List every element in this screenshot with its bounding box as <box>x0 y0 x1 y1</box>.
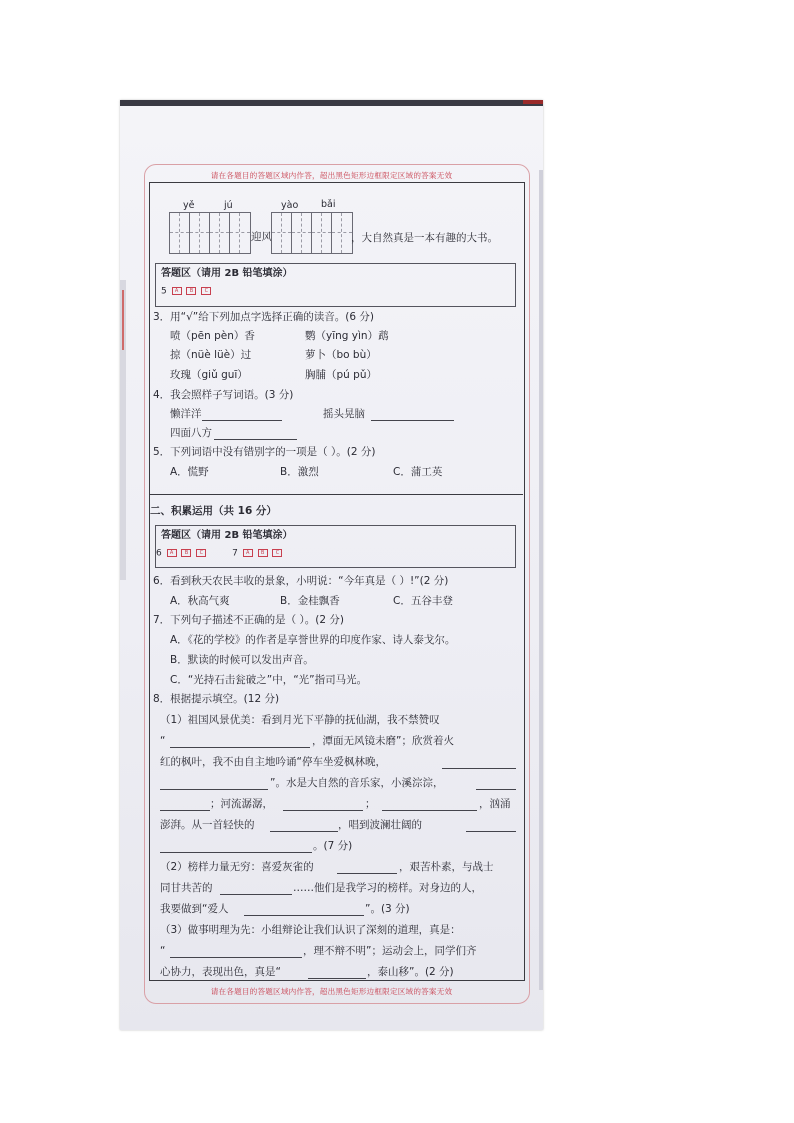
q3-row3-right: 胸脯（pú pǔ） <box>305 369 377 381</box>
q3-row1-left: 喷（pēn pèn）香 <box>170 330 255 342</box>
q8-blank-4[interactable] <box>476 781 516 790</box>
q8-p1-line1: （1）祖国风景优美：看到月光下平静的抚仙湖，我不禁赞叹 <box>160 714 440 726</box>
q8-blank-10[interactable] <box>160 844 312 853</box>
left-red-edge-mark <box>122 290 124 350</box>
photo-top-edge <box>120 100 543 106</box>
q5-option-b: B．激烈 <box>280 466 319 478</box>
q8-p2-line1-a: （2）榜样力量无穷：喜爱灰雀的 <box>160 861 314 873</box>
q6-option-b: B．金桂飘香 <box>280 595 340 607</box>
writing-grid-1[interactable] <box>169 212 251 254</box>
bubble-7-a[interactable]: A <box>243 549 253 557</box>
answer-area-2-title: 答题区（请用 2B 铅笔填涂） <box>161 530 293 541</box>
q8-p1-line4: ”。水是大自然的音乐家，小溪淙淙， <box>270 777 444 789</box>
q5-option-c: C．蒲工英 <box>393 466 443 478</box>
q8-p1-line2-rest: ，潭面无风镜未磨”；欣赏着火 <box>312 735 454 747</box>
photo-right-shadow <box>539 170 543 990</box>
bubble-5-b[interactable]: B <box>186 287 196 295</box>
q8-blank-9[interactable] <box>466 823 516 832</box>
q8-p3-line3-b: ，泰山移”。(2 分) <box>367 966 454 978</box>
q3-row2-left: 掠（nüè lüè）过 <box>170 349 252 361</box>
q7-option-a: A．《花的学校》的作者是享誉世界的印度作家、诗人泰戈尔。 <box>170 634 456 646</box>
q8-blank-14[interactable] <box>170 949 302 958</box>
q4-example-2: 摇头晃脑 <box>323 408 365 420</box>
q6-stem: 6．看到秋天农民丰收的景象，小明说：“今年真是（ ）!”(2 分) <box>153 575 449 587</box>
q5-option-a: A．慌野 <box>170 466 209 478</box>
q8-p2-line1-b: ，艰苦朴素，与战士 <box>399 861 494 873</box>
section-divider <box>149 494 523 495</box>
q3-row2-right: 萝卜（bo bù） <box>305 349 377 361</box>
q8-p3-line1: （3）做事明理为先：小组辩论让我们认识了深刻的道理，真是： <box>160 924 461 936</box>
q8-p1-line5-b: ； <box>365 798 376 810</box>
q8-p3-line2-open: “ <box>160 945 166 957</box>
q7-stem: 7．下列句子描述不正确的是（ ）。(2 分) <box>153 614 344 626</box>
writing-grid-2[interactable] <box>271 212 353 254</box>
notice-bottom: 请在各题目的答题区域内作答，超出黑色矩形边框限定区域的答案无效 <box>210 987 453 996</box>
q4-blank-3[interactable] <box>214 431 297 440</box>
q8-blank-2[interactable] <box>442 760 516 769</box>
bubble-6-b[interactable]: B <box>181 549 191 557</box>
q4-stem: 4．我会照样子写词语。(3 分) <box>153 389 294 401</box>
q4-example-1: 懒洋洋 <box>170 408 202 420</box>
pinyin-ye: yě <box>183 200 195 211</box>
q4-blank-1[interactable] <box>202 412 282 421</box>
q8-p2-line3-a: 我要做到“爱人 <box>160 903 229 915</box>
q3-stem: 3．用“√”给下列加点字选择正确的读音。(6 分) <box>153 311 374 323</box>
q8-p1-line3: 红的枫叶，我不由自主地吟诵“停车坐爱枫林晚， <box>160 756 386 768</box>
q6-option-c: C．五谷丰登 <box>393 595 453 607</box>
q3-row3-left: 玫瑰（giǔ guī） <box>170 369 248 381</box>
q8-p1-line5-c: ，汹涌 <box>479 798 511 810</box>
answer-area-2-q7: 7 <box>232 548 238 559</box>
bubble-7-b[interactable]: B <box>258 549 268 557</box>
q8-p1-line6-a: 澎湃。从一首轻快的 <box>160 819 255 831</box>
q8-blank-7[interactable] <box>382 802 477 811</box>
q8-blank-11[interactable] <box>337 865 397 874</box>
q8-p1-line5-a: ；河流潺潺， <box>210 798 273 810</box>
q8-p3-line3-a: 心协力，表现出色，真是“ <box>160 966 281 978</box>
bubble-6-c[interactable]: C <box>196 549 206 557</box>
q8-blank-8[interactable] <box>270 823 338 832</box>
bubble-5-a[interactable]: A <box>172 287 182 295</box>
q8-p1-line2-open: “ <box>160 735 166 747</box>
q8-blank-12[interactable] <box>220 886 292 895</box>
q7-option-c: C．“光持石击瓮破之”中，“光”指司马光。 <box>170 674 368 686</box>
answer-area-1-qnum: 5 <box>161 286 167 297</box>
answer-area-1-title: 答题区（请用 2B 铅笔填涂） <box>161 268 293 279</box>
notice-top: 请在各题目的答题区域内作答，超出黑色矩形边框限定区域的答案无效 <box>210 171 453 180</box>
pinyin-mid-text: 迎风 <box>251 231 272 243</box>
q7-option-b: B．默读的时候可以发出声音。 <box>170 654 314 666</box>
scanned-exam-sheet <box>120 100 543 1030</box>
answer-area-2-q6: 6 <box>156 548 162 559</box>
q8-blank-3[interactable] <box>160 781 268 790</box>
bubble-7-c[interactable]: C <box>272 549 282 557</box>
q8-p3-line2-rest: ，理不辩不明”；运动会上，同学们齐 <box>303 945 477 957</box>
answer-area-2-row <box>156 549 282 559</box>
q8-blank-1[interactable] <box>170 739 310 748</box>
q3-row1-right: 鹦（yīng yìn）鹉 <box>305 330 389 342</box>
pinyin-ju: jú <box>224 200 233 211</box>
q8-blank-5[interactable] <box>160 802 210 811</box>
answer-area-1-row <box>161 287 211 297</box>
bubble-6-a[interactable]: A <box>167 549 177 557</box>
section2-title: 二、积累运用（共 16 分） <box>150 505 277 517</box>
q8-p1-line7: 。(7 分) <box>313 840 353 852</box>
q8-p2-line2-b: ……他们是我学习的榜样。对身边的人， <box>293 882 482 894</box>
q8-p2-line2-a: 同甘共苦的 <box>160 882 213 894</box>
q8-stem: 8．根据提示填空。(12 分) <box>153 693 280 705</box>
q8-blank-13[interactable] <box>244 907 364 916</box>
q8-blank-6[interactable] <box>283 802 363 811</box>
pinyin-tail-text: ，大自然真是一本有趣的大书。 <box>351 232 498 244</box>
pinyin-bai: bǎi <box>321 199 336 210</box>
bubble-5-c[interactable]: C <box>201 287 211 295</box>
q8-blank-15[interactable] <box>308 970 366 979</box>
q4-example-3: 四面八方 <box>170 427 212 439</box>
pinyin-yao: yào <box>281 200 299 211</box>
q6-option-a: A．秋高气爽 <box>170 595 230 607</box>
q5-stem: 5．下列词语中没有错别字的一项是（ ）。(2 分) <box>153 446 376 458</box>
q8-p1-line6-b: ，唱到波澜壮阔的 <box>338 819 422 831</box>
q8-p2-line3-b: ”。(3 分) <box>365 903 410 915</box>
q4-blank-2[interactable] <box>371 412 454 421</box>
